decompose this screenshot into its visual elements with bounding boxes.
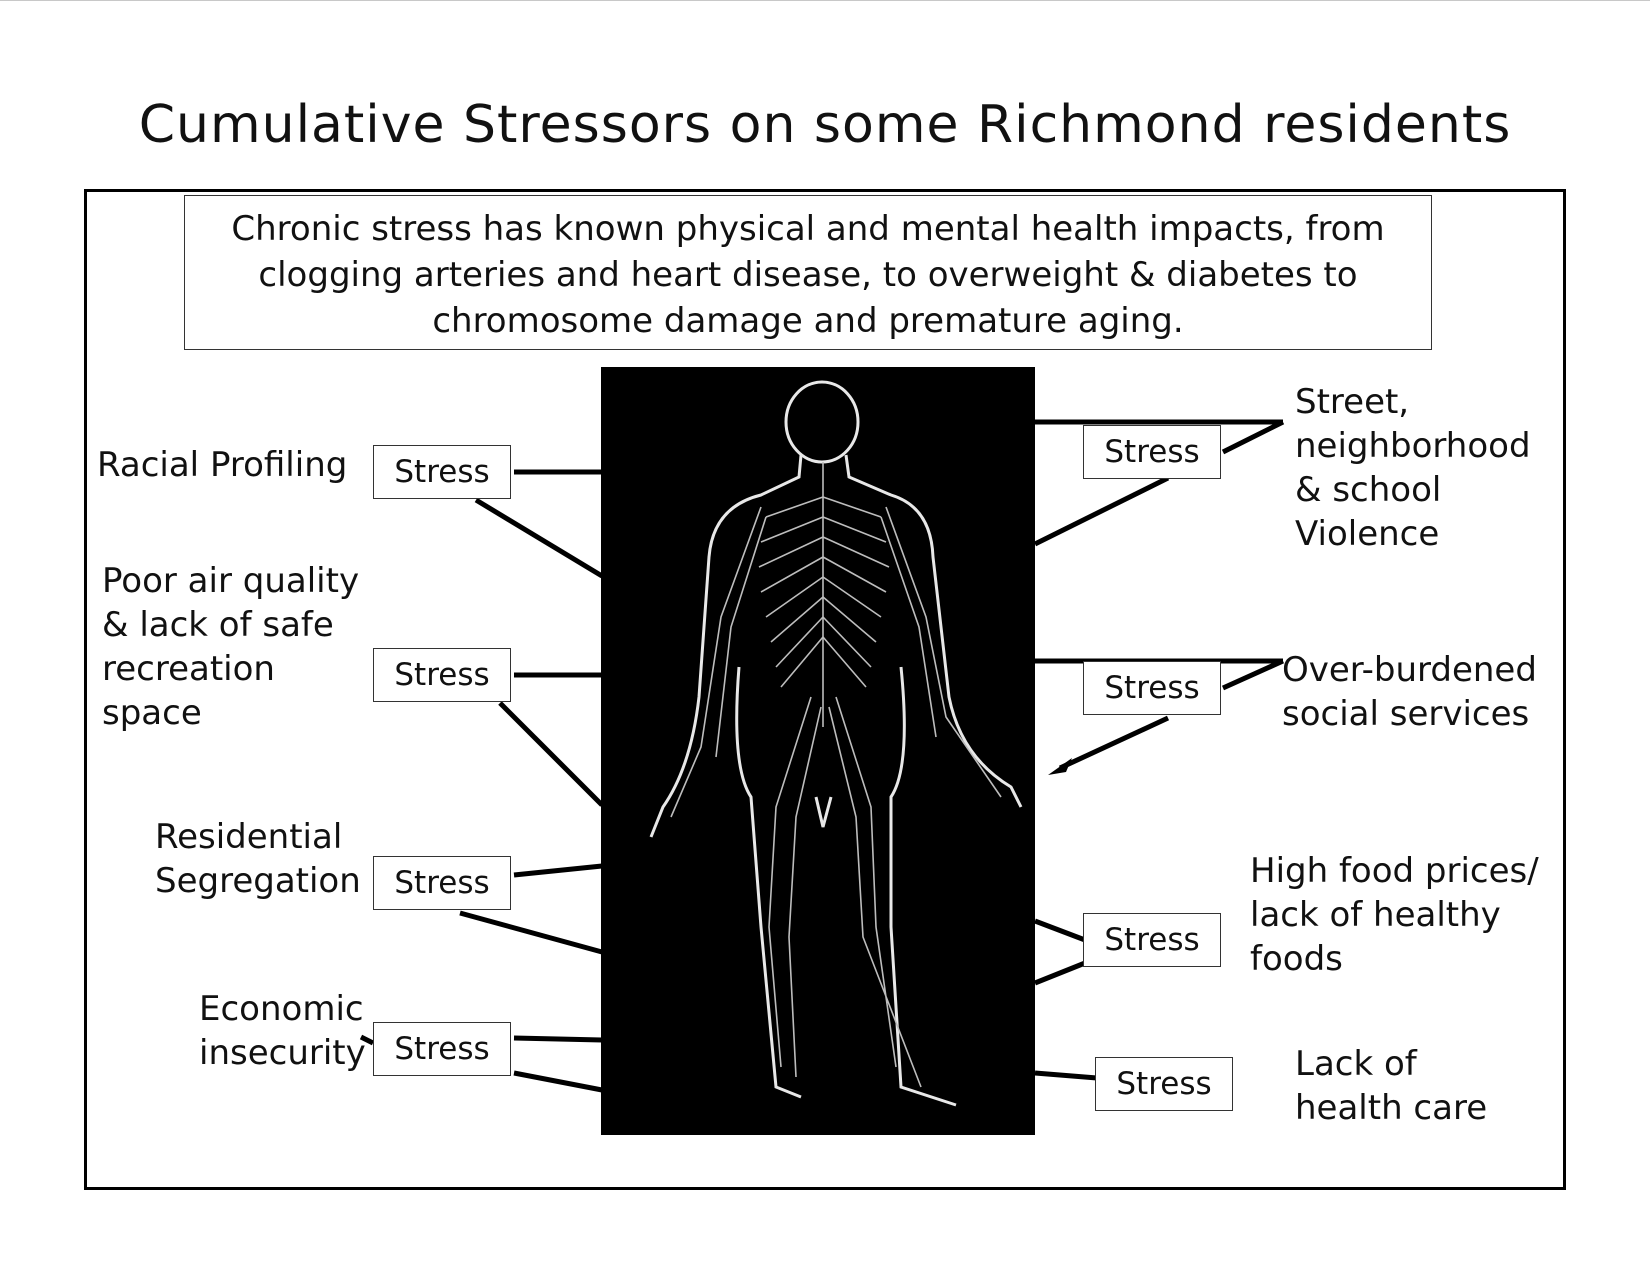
leg-nerves-left bbox=[769, 697, 821, 1077]
nervous-system-figure bbox=[601, 367, 1035, 1135]
connector-line bbox=[514, 1038, 602, 1040]
page-title: Cumulative Stressors on some Richmond residents bbox=[138, 95, 1512, 155]
connector-line bbox=[1035, 478, 1168, 544]
stress-box-air-quality: Stress bbox=[373, 648, 511, 702]
stressor-label-food: High food prices/ lack of healthy foods bbox=[1250, 851, 1539, 979]
right-arm-outline bbox=[846, 455, 1021, 807]
stress-box-racial-profiling: Stress bbox=[373, 445, 511, 499]
connector-line bbox=[1223, 422, 1283, 452]
connector-line bbox=[1035, 921, 1085, 940]
stress-box-violence: Stress bbox=[1083, 425, 1221, 479]
right-leg-outline bbox=[891, 667, 956, 1105]
stress-box-economic: Stress bbox=[373, 1022, 511, 1076]
connector-line bbox=[1060, 718, 1168, 768]
intro-text-box: Chronic stress has known physical and mental health impacts, from clogging arteries and heart disease, to overweight & diabetes to chromosome damage and premature aging. bbox=[184, 195, 1432, 350]
stressor-label-violence: Street, neighborhood & school Violence bbox=[1295, 382, 1531, 554]
stress-box-social-services: Stress bbox=[1083, 661, 1221, 715]
connector-line bbox=[1035, 963, 1085, 983]
nerve-lines-left bbox=[759, 497, 823, 687]
stress-box-segregation: Stress bbox=[373, 856, 511, 910]
connector-line bbox=[1223, 661, 1283, 688]
crotch-outline bbox=[816, 797, 831, 827]
arm-nerves-right bbox=[881, 507, 1001, 797]
stressor-label-economic: Economic insecurity bbox=[199, 989, 366, 1073]
head-outline bbox=[786, 382, 858, 462]
arm-nerves-left bbox=[671, 507, 766, 817]
connector-line bbox=[514, 1073, 602, 1090]
stressor-label-health-care: Lack of health care bbox=[1295, 1044, 1488, 1128]
left-leg-outline bbox=[737, 667, 801, 1097]
stressor-label-social-services: Over-burdened social services bbox=[1282, 650, 1537, 734]
stressor-label-segregation: Residential Segregation bbox=[155, 817, 361, 901]
stress-box-health-care: Stress bbox=[1095, 1057, 1233, 1111]
leg-nerves-right bbox=[829, 697, 921, 1087]
nerve-lines-right bbox=[823, 497, 889, 687]
connector-line bbox=[514, 866, 602, 875]
stressor-label-racial-profiling: Racial Profiling bbox=[97, 445, 348, 485]
connector-line bbox=[1035, 1073, 1097, 1078]
stress-box-food: Stress bbox=[1083, 913, 1221, 967]
connector-line bbox=[476, 500, 602, 576]
connector-line bbox=[460, 913, 602, 952]
nervous-system-figure-icon bbox=[601, 367, 1035, 1135]
stressor-label-air-quality: Poor air quality & lack of safe recreation space bbox=[102, 561, 360, 733]
connector-line bbox=[500, 703, 602, 805]
